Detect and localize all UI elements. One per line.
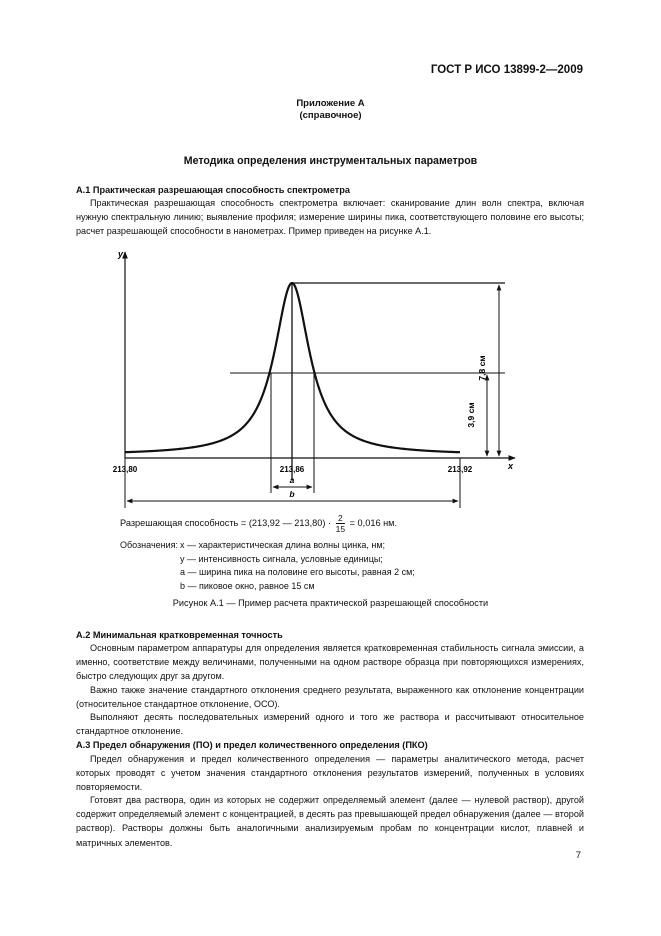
y-axis-label: y xyxy=(118,249,124,259)
page-number: 7 xyxy=(575,850,581,861)
section-a2-paragraph-2: Важно также значение стандартного отклонения среднего результата, выраженного как отклонение концентрации (относительное стандартное отклонение, ОСО). xyxy=(76,685,584,710)
section-a1-heading: А.1 Практическая разрешающая способность спектрометра xyxy=(76,185,350,195)
section-a3-heading: А.3 Предел обнаружения (ПО) и предел количественного определения (ПКО) xyxy=(76,740,428,750)
formula-numerator: 2 xyxy=(336,513,345,524)
full-height-label: 7,8 см xyxy=(477,355,487,381)
formula-denominator: 15 xyxy=(335,524,346,534)
appendix-title: Приложение А xyxy=(296,98,365,109)
main-title: Методика определения инструментальных параметров xyxy=(183,155,478,167)
legend-list xyxy=(180,539,415,593)
legend-item: y — интенсивность сигнала, условные единицы; xyxy=(180,553,383,564)
half-height-label: 3,9 см xyxy=(466,402,476,428)
section-a2-paragraph-1: Основным параметром аппаратуры для определения является кратковременная стабильность сигнала эмиссии, а именно, соответствие между величинами, полученными на одном растворе образца при повторяющихся измерениях, быстро следующих друг за другом. xyxy=(76,643,584,682)
dimension-b-label: b xyxy=(289,489,295,499)
section-a3-paragraph-2: Готовят два раствора, один из которых не содержит определяемый элемент (далее — нулевой раствор), другой содержит определяемый элемент с концентрацией, в десять раз превышающей предел обнаружения (далее — второй раствор). Растворы должны быть аналогичными анализируемым пробам по концентрации кислот, плавней и матричных элементов. xyxy=(76,795,584,848)
dimension-a-label: a xyxy=(289,475,295,485)
legend-item: b — пиковое окно, равное 15 см xyxy=(180,580,315,591)
x-axis-label: x xyxy=(508,461,514,471)
resolution-formula xyxy=(120,513,397,534)
formula-lhs: Разрешающая способность = (213,92 — 213,80) · xyxy=(120,517,332,528)
formula-fraction xyxy=(336,513,345,534)
legend-item: x — характеристическая длина волны цинка, нм; xyxy=(180,540,386,550)
standard-header: ГОСТ Р ИСО 13899-2—2009 xyxy=(430,64,583,76)
legend-title: Обозначения: xyxy=(120,540,179,550)
formula-rhs: = 0,016 нм. xyxy=(349,517,398,528)
section-a2-paragraph-3: Выполняют десять последовательных измерений одного и того же раствора и рассчитывают относительное стандартное отклонение. xyxy=(76,712,584,737)
tick-left: 213,80 xyxy=(112,465,138,474)
figure-caption: Рисунок А.1 — Пример расчета практической разрешающей способности xyxy=(172,598,489,608)
tick-right: 213,92 xyxy=(447,465,473,474)
legend-item: a — ширина пика на половине его высоты, равная 2 см; xyxy=(180,567,415,578)
section-a3-paragraph-1: Предел обнаружения и предел количественного определения — параметры аналитического метода, расчет которых проводят с учетом значения стандартного отклонения результатов измерений, полученных в условиях повторяемости. xyxy=(76,754,584,793)
section-a1-paragraph: Практическая разрешающая способность спектрометра включает: сканирование длин волн спектра, включая нужную спектральную линию; выявление профиля; измерение ширины пика, соответствующего половине его высоты; расчет разрешающей способности в нанометрах. Пример приведен на рисунке А.1. xyxy=(76,198,584,237)
appendix-subtitle: (справочное) xyxy=(299,110,362,121)
section-a2-heading: А.2 Минимальная кратковременная точность xyxy=(76,630,283,640)
figure-a1 xyxy=(100,240,530,520)
tick-mid: 213,86 xyxy=(279,465,305,474)
